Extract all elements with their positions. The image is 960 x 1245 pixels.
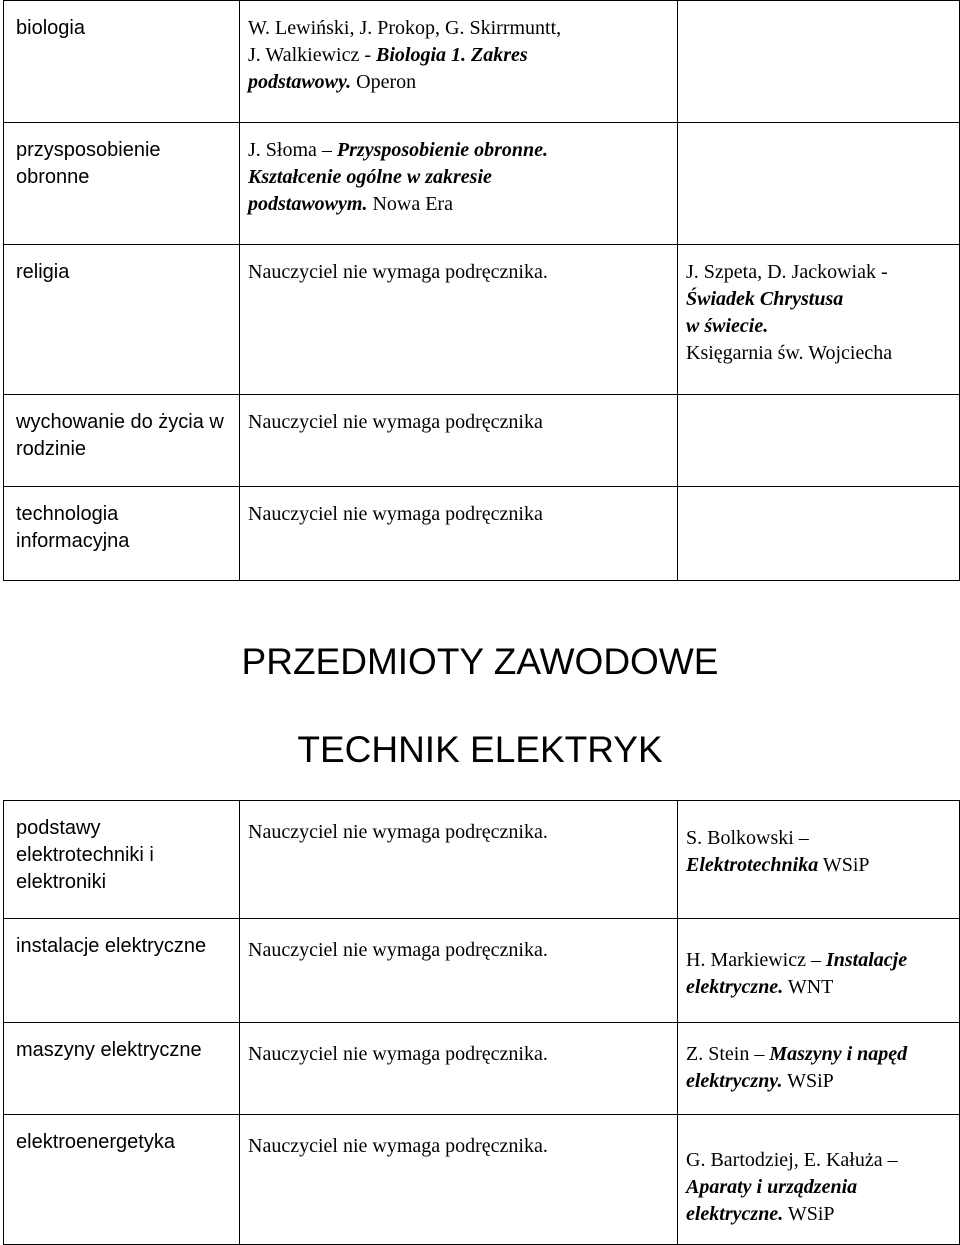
text-segment: W. Lewiński, J. Prokop, G. Skirrmuntt, — [248, 17, 562, 39]
text-line — [686, 1201, 951, 1228]
text-line — [686, 1174, 951, 1201]
text-line — [248, 191, 669, 218]
text-segment: J. Szpeta, D. Jackowiak - — [686, 261, 888, 283]
alternative-textbook-cell — [678, 1023, 960, 1115]
table-row — [4, 245, 960, 395]
text-line — [686, 313, 951, 340]
text-line — [248, 15, 669, 42]
text-segment: Instalacje — [825, 949, 908, 971]
textbook-cell — [240, 801, 678, 919]
text-segment: elektryczny. — [686, 1070, 783, 1092]
text-segment: Operon — [351, 71, 417, 93]
text-line — [686, 852, 951, 879]
text-segment: Nowa Era — [367, 193, 453, 215]
text-segment: Aparaty i urządzenia — [686, 1176, 858, 1198]
text-segment: Nauczyciel nie wymaga podręcznika — [248, 411, 543, 433]
text-segment: H. Markiewicz – — [686, 949, 826, 971]
textbook-cell — [240, 919, 678, 1023]
table-row — [4, 395, 960, 487]
alternative-textbook-cell — [678, 487, 960, 581]
subject-cell: podstawy elektrotechniki i elektroniki — [4, 801, 240, 919]
text-segment: Maszyny i napęd — [769, 1043, 908, 1065]
vocational-subjects-table — [3, 800, 960, 1245]
subject-cell: przysposobienie obronne — [4, 123, 240, 245]
table-row — [4, 487, 960, 581]
textbook-cell — [240, 123, 678, 245]
subject-cell: religia — [4, 245, 240, 395]
text-segment: podstawowy. — [248, 71, 352, 93]
text-line — [686, 286, 951, 313]
text-segment: Kształcenie ogólne w zakresie — [248, 166, 492, 188]
text-segment: Przysposobienie obronne. — [336, 139, 549, 161]
text-segment: J. Walkiewicz - — [248, 44, 376, 66]
text-line — [248, 501, 669, 528]
textbook-cell — [240, 245, 678, 395]
text-line — [248, 259, 669, 286]
text-segment: S. Bolkowski – — [686, 827, 809, 849]
textbook-cell — [240, 1115, 678, 1245]
text-line — [248, 137, 669, 164]
text-segment: G. Bartodziej, E. Kałuża – — [686, 1149, 898, 1171]
section-heading-vocational: PRZEDMIOTY ZAWODOWE — [241, 641, 719, 682]
subject-cell: instalacje elektryczne — [4, 919, 240, 1023]
text-segment: Nauczyciel nie wymaga podręcznika. — [248, 1135, 548, 1157]
text-line — [686, 1041, 951, 1068]
textbook-cell — [240, 1023, 678, 1115]
table-row — [4, 1115, 960, 1245]
subject-cell: wychowanie do życia w rodzinie — [4, 395, 240, 487]
table-row — [4, 1023, 960, 1115]
text-segment: podstawowym. — [248, 193, 368, 215]
text-segment: elektryczne. — [686, 976, 784, 998]
text-segment: Nauczyciel nie wymaga podręcznika. — [248, 261, 548, 283]
subject-cell: technologia informacyjna — [4, 487, 240, 581]
text-segment: WNT — [783, 976, 834, 998]
text-segment: WSiP — [783, 1203, 835, 1225]
text-segment: Nauczyciel nie wymaga podręcznika — [248, 503, 543, 525]
subject-cell: biologia — [4, 1, 240, 123]
alternative-textbook-cell — [678, 123, 960, 245]
text-segment: Nauczyciel nie wymaga podręcznika. — [248, 939, 548, 961]
text-segment: Księgarnia św. Wojciecha — [686, 342, 893, 364]
text-line — [686, 340, 951, 367]
alternative-textbook-cell — [678, 1115, 960, 1245]
text-line — [686, 974, 951, 1001]
text-segment: Elektrotechnika — [686, 854, 819, 876]
text-segment: WSiP — [782, 1070, 834, 1092]
alternative-textbook-cell — [678, 919, 960, 1023]
text-segment: Nauczyciel nie wymaga podręcznika. — [248, 821, 548, 843]
text-segment: WSiP — [818, 854, 870, 876]
subject-cell: maszyny elektryczne — [4, 1023, 240, 1115]
general-subjects-table — [3, 0, 960, 581]
text-line — [248, 819, 669, 846]
table-row — [4, 919, 960, 1023]
section-heading-specialization: TECHNIK ELEKTRYK — [297, 729, 663, 770]
text-line — [248, 69, 669, 96]
alternative-textbook-cell — [678, 801, 960, 919]
alternative-textbook-cell — [678, 395, 960, 487]
alternative-textbook-cell — [678, 245, 960, 395]
text-line — [248, 1041, 669, 1068]
textbook-cell — [240, 1, 678, 123]
text-segment: elektryczne. — [686, 1203, 784, 1225]
text-segment: Biologia 1. Zakres — [375, 44, 528, 66]
text-line — [686, 947, 951, 974]
text-line — [248, 1133, 669, 1160]
text-segment: J. Słoma – — [248, 139, 337, 161]
text-line — [248, 937, 669, 964]
text-line — [248, 164, 669, 191]
text-line — [248, 409, 669, 436]
table-row — [4, 801, 960, 919]
text-segment: w świecie. — [686, 315, 769, 337]
text-line — [686, 259, 951, 286]
text-segment: Nauczyciel nie wymaga podręcznika. — [248, 1043, 548, 1065]
text-segment: Z. Stein – — [686, 1043, 770, 1065]
alternative-textbook-cell — [678, 1, 960, 123]
text-segment: Świadek Chrystusa — [686, 288, 844, 310]
text-line — [686, 1147, 951, 1174]
text-line — [686, 825, 951, 852]
table-row — [4, 123, 960, 245]
subject-cell: elektroenergetyka — [4, 1115, 240, 1245]
text-line — [248, 42, 669, 69]
textbook-cell — [240, 395, 678, 487]
text-line — [686, 1068, 951, 1095]
table-row — [4, 1, 960, 123]
textbook-cell — [240, 487, 678, 581]
